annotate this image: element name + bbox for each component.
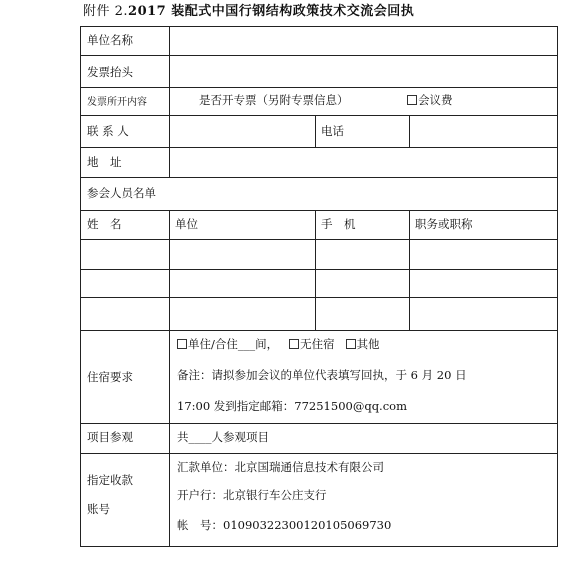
rule [81,239,557,240]
lodging-option-other: 其他 [356,337,380,351]
checkbox-icon[interactable] [289,339,299,349]
rule [409,210,410,330]
visit-blank: ____ [188,430,212,444]
rule [81,147,557,148]
special-invoice-option: 是否开专票（另附专票信息） [199,93,349,107]
attendees-label: 参会人员名单 [87,186,156,200]
payee: 汇款单位：北京国瑞通信息技术有限公司 [177,460,384,474]
visit-text [177,430,269,444]
lodging-note-line2: 17:00 发到指定邮箱：77251500@qq.com [177,399,407,413]
rule [81,55,557,56]
account-number: 帐 号：01090322300120105069730 [177,518,392,532]
meeting-fee-label: 会议费 [418,93,453,107]
rule [81,177,557,178]
contact-label: 联 系 人 [87,124,129,138]
lodging-option-none: 无住宿 [300,337,335,351]
rule [81,297,557,298]
account-label-line2: 账号 [87,502,110,516]
rule [81,269,557,270]
visit-prefix: 共 [177,430,189,444]
lodging-note-line1: 备注：请拟参加会议的单位代表填写回执，于 6 月 20 日 [177,368,467,382]
rule [81,87,557,88]
title-text: 2017 装配式中国行钢结构政策技术交流会回执 [128,4,415,19]
column-title: 职务或职称 [415,217,473,231]
rule [81,330,557,331]
lodging-rooms-blank: ___ [237,337,256,351]
address-label: 地 址 [87,155,122,169]
rule [169,210,170,546]
lodging-options [177,337,380,351]
attachment-prefix: 附件 2. [83,4,129,19]
column-name: 姓 名 [87,217,122,231]
lodging-rooms-unit: 间， [255,337,279,351]
rule [315,115,316,147]
visit-suffix: 人参观项目 [211,430,269,444]
rule [81,210,557,211]
account-label-line1: 指定收款 [87,473,133,487]
bank: 开户行：北京银行车公庄支行 [177,488,327,502]
lodging-option-single: 单住/合住 [188,337,238,351]
lodging-label: 住宿要求 [87,370,133,384]
checkbox-icon[interactable] [407,95,417,105]
phone-label: 电话 [321,124,344,138]
meeting-fee-option[interactable] [407,93,453,107]
column-unit: 单位 [175,217,198,231]
visit-label: 项目参观 [87,430,133,444]
registration-form [80,26,558,547]
checkbox-icon[interactable] [346,339,356,349]
invoice-content-label: 发票所开内容 [87,97,147,108]
rule [169,27,170,177]
checkbox-icon[interactable] [177,339,187,349]
column-mobile: 手 机 [321,217,356,231]
company-name-label: 单位名称 [87,33,133,47]
invoice-header-label: 发票抬头 [87,65,133,79]
rule [81,115,557,116]
document-title [83,0,414,19]
rule [409,115,410,147]
rule [81,423,557,424]
rule [81,453,557,454]
rule [315,210,316,330]
